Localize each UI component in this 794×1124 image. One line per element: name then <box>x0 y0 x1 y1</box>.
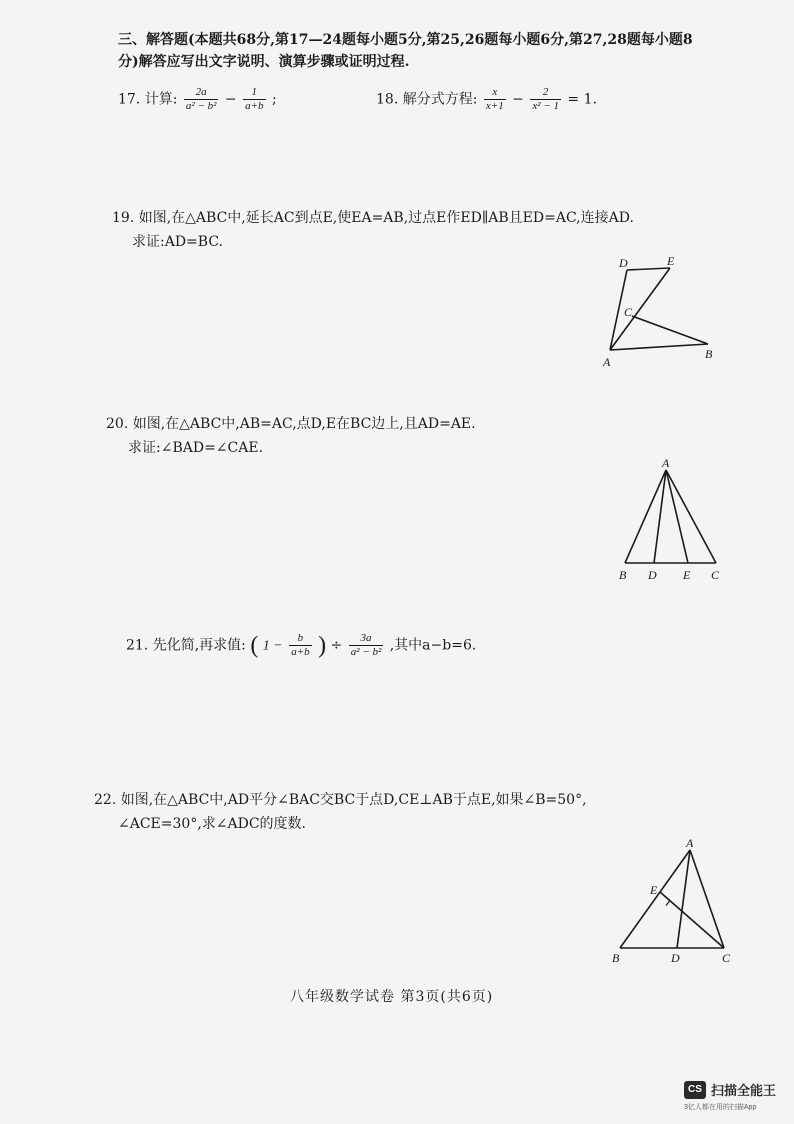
question-18 <box>376 86 597 113</box>
q19-label-A: A <box>603 355 611 369</box>
q22-label-A: A <box>686 836 694 850</box>
q22-label-E: E <box>650 883 658 897</box>
q19-label-E: E <box>667 254 675 268</box>
question-17 <box>118 86 277 113</box>
q21-f2-denominator: a² − b² <box>350 646 382 658</box>
watermark-name: 扫描全能王 <box>711 1083 777 1098</box>
page-footer: 八年级数学试卷 第3页(共6页) <box>290 989 494 1005</box>
q21-one-minus: 1 − <box>262 638 283 654</box>
question-22-line2: ∠ACE=30°,求∠ADC的度数. <box>118 816 306 832</box>
q17-fraction-1 <box>184 86 219 113</box>
q20-segment-AE <box>666 470 688 563</box>
section-heading-line1: 三、解答题(本题共68分,第17—24题每小题5分,第25,26题每小题6分,第27,28题每小题8 <box>118 32 693 48</box>
q22-right-angle-mark <box>665 897 670 906</box>
q21-fraction-2 <box>349 632 384 659</box>
q19-figure <box>595 250 725 375</box>
question-20-line1: 20. 如图,在△ABC中,AB=AC,点D,E在BC边上,且AD=AE. <box>106 416 476 432</box>
q22-figure <box>600 835 745 970</box>
q17-label: 17. 计算: <box>118 91 178 108</box>
q19-segment-DE <box>627 268 670 270</box>
q20-segment-AC <box>666 470 716 563</box>
q18-label: 18. 解分式方程: <box>376 91 478 108</box>
q19-segment-AB <box>610 344 708 350</box>
q21-fraction-1 <box>289 632 311 659</box>
q19-segment-CB <box>632 316 708 344</box>
q17-fraction-2 <box>243 86 265 113</box>
q21-divide: ÷ <box>330 637 343 654</box>
q21-label: 21. 先化简,再求值: <box>126 637 246 654</box>
q21-right-paren: ) <box>318 632 327 659</box>
q20-label-D: D <box>648 568 657 582</box>
q21-f1-denominator: a+b <box>291 646 310 658</box>
q18-rhs: = 1. <box>567 91 597 108</box>
question-22-line1: 22. 如图,在△ABC中,AD平分∠BAC交BC于点D,CE⊥AB于点E,如果∠B=50°, <box>94 792 587 808</box>
q18-f1-numerator: x <box>484 86 506 100</box>
q22-label-C: C <box>722 951 731 965</box>
watermark-subtitle: 3亿人都在用的扫描App <box>684 1104 757 1111</box>
q20-label-C: C <box>711 568 720 582</box>
q18-fraction-1 <box>484 86 506 113</box>
q19-label-C: C <box>624 305 633 319</box>
camscanner-logo-icon: CS <box>684 1081 706 1099</box>
q21-f2-numerator: 3a <box>349 632 384 646</box>
q20-figure <box>610 455 730 585</box>
question-20-line2: 求证:∠BAD=∠CAE. <box>128 440 264 456</box>
q18-f2-denominator: x² − 1 <box>532 100 559 112</box>
q20-label-E: E <box>683 568 691 582</box>
question-21 <box>126 632 476 659</box>
section-heading-line2: 分)解答应写出文字说明、演算步骤或证明过程. <box>118 54 410 70</box>
q17-f1-numerator: 2a <box>184 86 219 100</box>
q17-minus: − <box>224 91 237 108</box>
q17-end: ; <box>271 91 277 108</box>
q19-label-D: D <box>619 256 628 270</box>
q22-label-B: B <box>612 951 620 965</box>
q21-f1-numerator: b <box>289 632 311 646</box>
q20-label-B: B <box>619 568 627 582</box>
q21-tail: ,其中a−b=6. <box>389 637 477 654</box>
q22-label-D: D <box>671 951 680 965</box>
scanner-watermark <box>684 1080 776 1112</box>
question-19-line1: 19. 如图,在△ABC中,延长AC到点E,使EA=AB,过点E作ED∥AB且ED=AC,连接AD. <box>112 210 634 226</box>
q18-fraction-2 <box>530 86 561 113</box>
question-19-line2: 求证:AD=BC. <box>132 234 223 250</box>
q17-f2-numerator: 1 <box>243 86 265 100</box>
q17-f2-denominator: a+b <box>245 100 264 112</box>
q18-minus: − <box>512 91 524 108</box>
q20-label-A: A <box>662 456 670 470</box>
q18-f2-numerator: 2 <box>530 86 561 100</box>
q17-f1-denominator: a² − b² <box>185 100 217 112</box>
q19-label-B: B <box>705 347 713 361</box>
q21-left-paren: ( <box>250 632 259 659</box>
q18-f1-denominator: x+1 <box>485 100 504 112</box>
